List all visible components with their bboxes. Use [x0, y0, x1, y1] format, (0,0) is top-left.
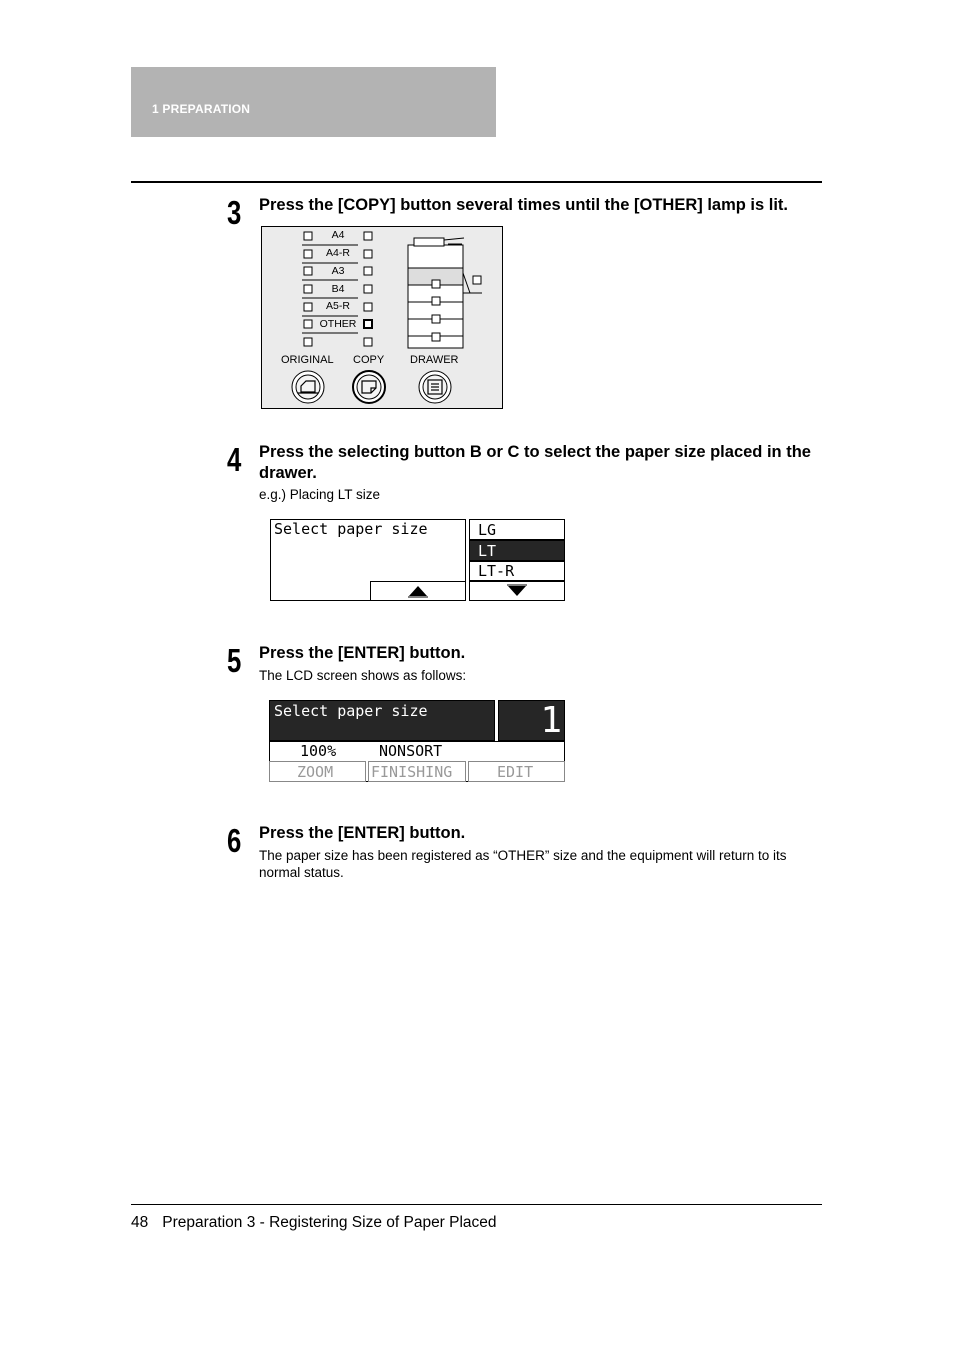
control-panel-illustration — [261, 226, 503, 409]
copy-button-label: COPY — [353, 354, 385, 366]
scroll-down-button[interactable] — [469, 581, 565, 601]
tab-label: EDIT — [497, 763, 534, 781]
top-rule — [131, 181, 822, 183]
option-label: LT-R — [478, 562, 515, 580]
step-title: Press the [ENTER] button. — [259, 824, 466, 842]
copy-count-area — [498, 700, 565, 741]
step-number: 4 — [227, 441, 242, 478]
lcd-status-area — [269, 700, 495, 741]
edit-tab[interactable] — [468, 761, 565, 782]
size-label-a5r: A5-R — [326, 300, 350, 312]
size-label-a3: A3 — [331, 265, 345, 277]
other-lamp-lit — [364, 320, 372, 328]
control-panel-drawing — [262, 227, 502, 408]
lcd-prompt: Select paper size — [274, 520, 428, 538]
scroll-up-button[interactable] — [370, 581, 466, 601]
original-button-label: ORIGINAL — [281, 354, 334, 366]
step-title: Press the [COPY] button several times until the [OTHER] lamp is lit. — [259, 196, 789, 214]
step-number: 3 — [227, 194, 242, 231]
page-footer — [131, 1214, 497, 1232]
size-label-a4r: A4-R — [326, 247, 350, 259]
zoom-value: 100% — [300, 742, 337, 760]
copy-count: 1 — [540, 700, 562, 741]
lcd-prompt: Select paper size — [274, 702, 428, 720]
chapter-tab — [131, 67, 496, 137]
copier-icon — [408, 238, 482, 348]
arrow-up-icon — [371, 582, 465, 600]
step-body: e.g.) Placing LT size — [259, 487, 381, 502]
chapter-label: 1 PREPARATION — [152, 102, 251, 116]
option-lt-selected[interactable] — [469, 540, 565, 561]
footer-title: Preparation 3 - Registering Size of Paper Placed — [162, 1214, 497, 1231]
tab-label: FINISHING — [371, 763, 453, 781]
step-title: Press the [ENTER] button. — [259, 644, 466, 662]
step-number: 5 — [227, 642, 242, 679]
arrow-down-icon — [470, 582, 564, 600]
drawer-button-label: DRAWER — [410, 354, 459, 366]
size-label-other: OTHER — [319, 318, 357, 330]
page-number: 48 — [131, 1214, 149, 1231]
option-lg[interactable] — [469, 519, 565, 540]
option-label: LT — [478, 542, 497, 560]
size-label-b4: B4 — [331, 283, 345, 295]
finishing-tab[interactable] — [368, 761, 466, 782]
tab-label: ZOOM — [297, 763, 334, 781]
step-body: The paper size has been registered as “OTHER” size and the equipment will return to its normal status. — [259, 848, 787, 880]
option-lt-r[interactable] — [469, 561, 565, 581]
size-label-a4: A4 — [331, 229, 345, 241]
bottom-rule — [131, 1204, 822, 1205]
lcd-paper-size-select — [270, 519, 565, 601]
step-number: 6 — [227, 822, 242, 859]
step-title: Press the selecting button B or C to select the paper size placed in the drawer. — [259, 443, 811, 482]
step-body: The LCD screen shows as follows: — [259, 668, 467, 683]
zoom-tab[interactable] — [269, 761, 366, 782]
lcd-ready-screen — [269, 700, 565, 782]
option-label: LG — [478, 521, 497, 539]
finishing-value: NONSORT — [379, 742, 443, 760]
